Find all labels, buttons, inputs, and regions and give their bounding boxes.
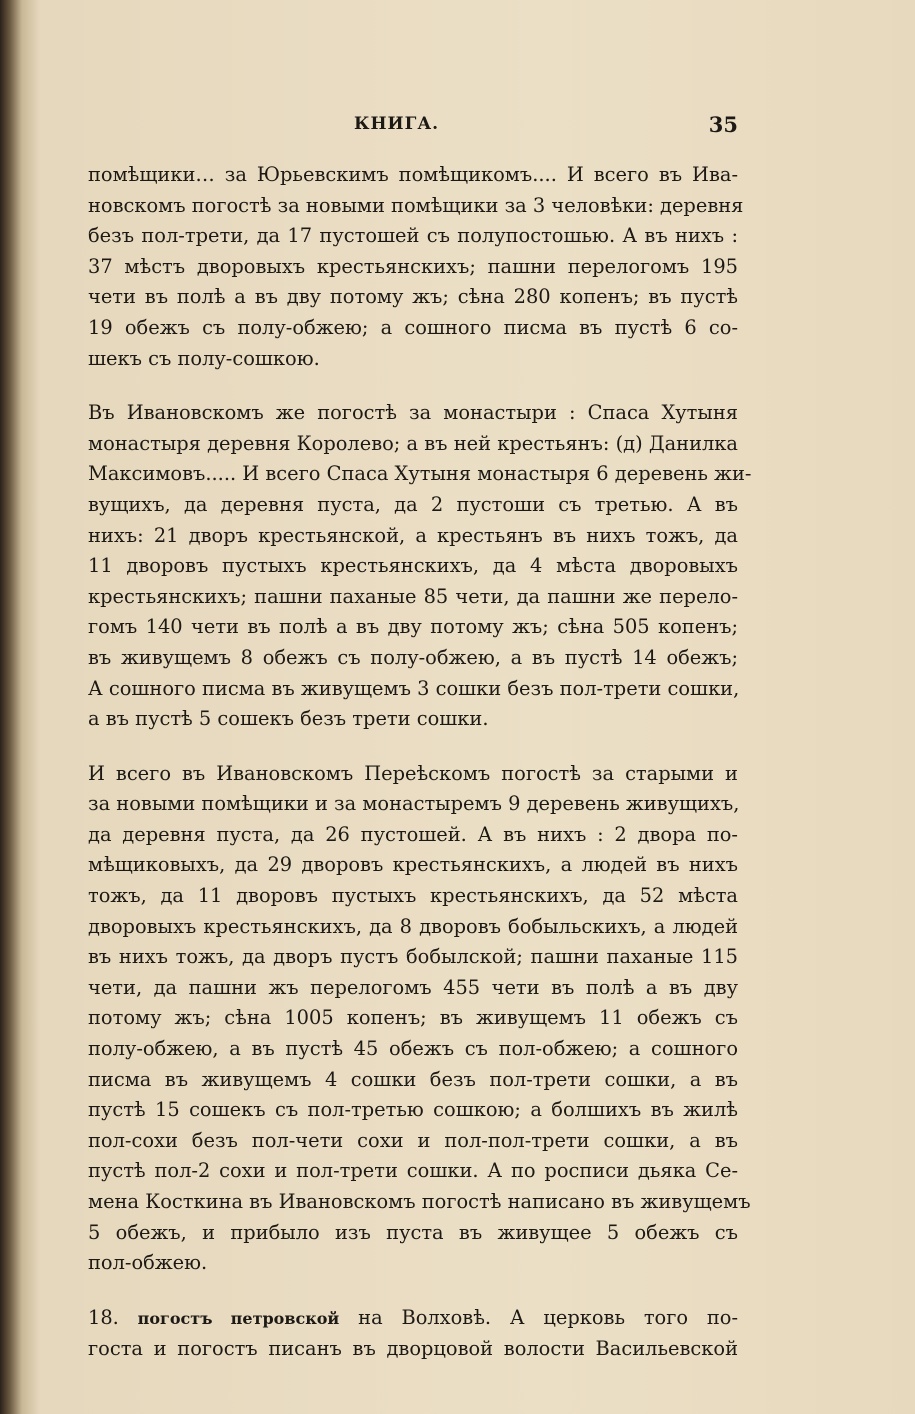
text-line: тожъ, да 11 дворовъ пустыхъ крестьянскихъ, да 52 мѣста	[88, 884, 738, 908]
section-number: 18.	[88, 1305, 119, 1329]
text-line: 5 обежъ, и прибыло изъ пуста въ живущее 5 обежъ съ	[88, 1220, 738, 1244]
text-line: безъ пол-трети, да 17 пустошей съ полупостошью. А въ нихъ :	[88, 224, 738, 248]
body-text	[88, 160, 752, 1389]
running-head: КНИГА.	[354, 114, 440, 134]
text-line: мена Косткина въ Ивановскомъ погостѣ написано въ живущемъ	[88, 1190, 751, 1213]
paragraph-4	[88, 1303, 738, 1365]
text-line: мѣщиковыхъ, да 29 дворовъ крестьянскихъ, а людей въ нихъ	[88, 853, 738, 877]
text-line: нихъ: 21 дворъ крестьянской, а крестьянъ въ нихъ тожъ, да	[88, 523, 738, 547]
text-line: монастыря деревня Королево; а въ ней крестьянъ: (д) Данилка	[88, 431, 738, 455]
text-line: пустѣ 15 сошекъ съ пол-третью сошкою; а болшихъ въ жилѣ	[88, 1098, 738, 1122]
text-line: Въ Ивановскомъ же погостѣ за монастыри : Спаса Хутыня	[88, 401, 738, 425]
text-line: полу-обжею, а въ пустѣ 45 обежъ съ пол-обжею; а сошного	[88, 1037, 738, 1061]
text-line: гомъ 140 чети въ полѣ а въ дву потому жъ; сѣна 505 копенъ;	[88, 615, 738, 639]
text-line: пустѣ пол-2 сохи и пол-трети сошки. А по росписи дьяка Се-	[88, 1159, 738, 1183]
text-line: помѣщики… за Юрьевскимъ помѣщикомъ.... И всего въ Ива-	[88, 163, 738, 186]
paragraph-2	[88, 398, 752, 735]
text-line: 19 обежъ съ полу-обжею; а сошного писма въ пустѣ 6 со-	[88, 315, 738, 339]
text-line: И всего въ Ивановскомъ Переѣскомъ погостѣ за старыми и	[88, 761, 738, 785]
text-line: 11 дворовъ пустыхъ крестьянскихъ, да 4 мѣста дворовыхъ	[88, 554, 738, 578]
text-line: дворовыхъ крестьянскихъ, да 8 дворовъ бобыльскихъ, а людей	[88, 914, 738, 938]
text-line: да деревня пуста, да 26 пустошей. А въ нихъ : 2 двора по-	[88, 822, 738, 846]
text-line: въ живущемъ 8 обежъ съ полу-обжею, а въ пустѣ 14 обежъ;	[88, 645, 738, 669]
text-line: чети въ полѣ а въ дву потому жъ; сѣна 280 копенъ; въ пустѣ	[88, 285, 738, 309]
text-line: на Волховѣ. А церковь того по-	[358, 1305, 739, 1329]
text-line: крестьянскихъ; пашни паханые 85 чети, да пашни же перело-	[88, 584, 738, 608]
text-line: за новыми помѣщики и за монастыремъ 9 деревень живущихъ,	[88, 792, 740, 816]
text-line: госта и погостъ писанъ въ дворцовой волости Васильевской	[88, 1337, 738, 1361]
text-line: потому жъ; сѣна 1005 копенъ; въ живущемъ 11 обежъ съ	[88, 1006, 738, 1030]
text-line: пол-сохи безъ пол-чети сохи и пол-пол-трети сошки, а въ	[88, 1128, 738, 1152]
paragraph-1	[88, 160, 744, 374]
page-header	[88, 112, 738, 142]
paragraph-3	[88, 759, 751, 1279]
page-number: 35	[708, 112, 738, 137]
text-line: Максимовъ..... И всего Спаса Хутыня монастыря 6 деревень жи-	[88, 462, 752, 486]
text-line: вущихъ, да деревня пуста, да 2 пустоши съ третью. А въ	[88, 492, 738, 516]
text-line: писма въ живущемъ 4 сошки безъ пол-трети сошки, а въ	[88, 1067, 738, 1091]
text-line: новскомъ погостѣ за новыми помѣщики за 3 человѣки: деревня	[88, 193, 744, 217]
text-line: чети, да пашни жъ перелогомъ 455 чети въ полѣ а въ дву	[88, 975, 738, 999]
text-line: шекъ съ полу-сошкою.	[88, 346, 320, 370]
text-line: 37 мѣстъ дворовыхъ крестьянскихъ; пашни перелогомъ 195	[88, 254, 738, 278]
text-line: пол-обжею.	[88, 1251, 208, 1275]
text-line: а въ пустѣ 5 сошекъ безъ трети сошки.	[88, 707, 489, 731]
text-line: въ нихъ тожъ, да дворъ пустъ бобылской; пашни паханые 115	[88, 945, 738, 969]
section-title: погостъ петровской	[137, 1308, 340, 1328]
section-heading-line	[88, 1303, 738, 1335]
text-line: А сошного писма въ живущемъ 3 сошки безъ пол-трети сошки,	[88, 676, 740, 700]
